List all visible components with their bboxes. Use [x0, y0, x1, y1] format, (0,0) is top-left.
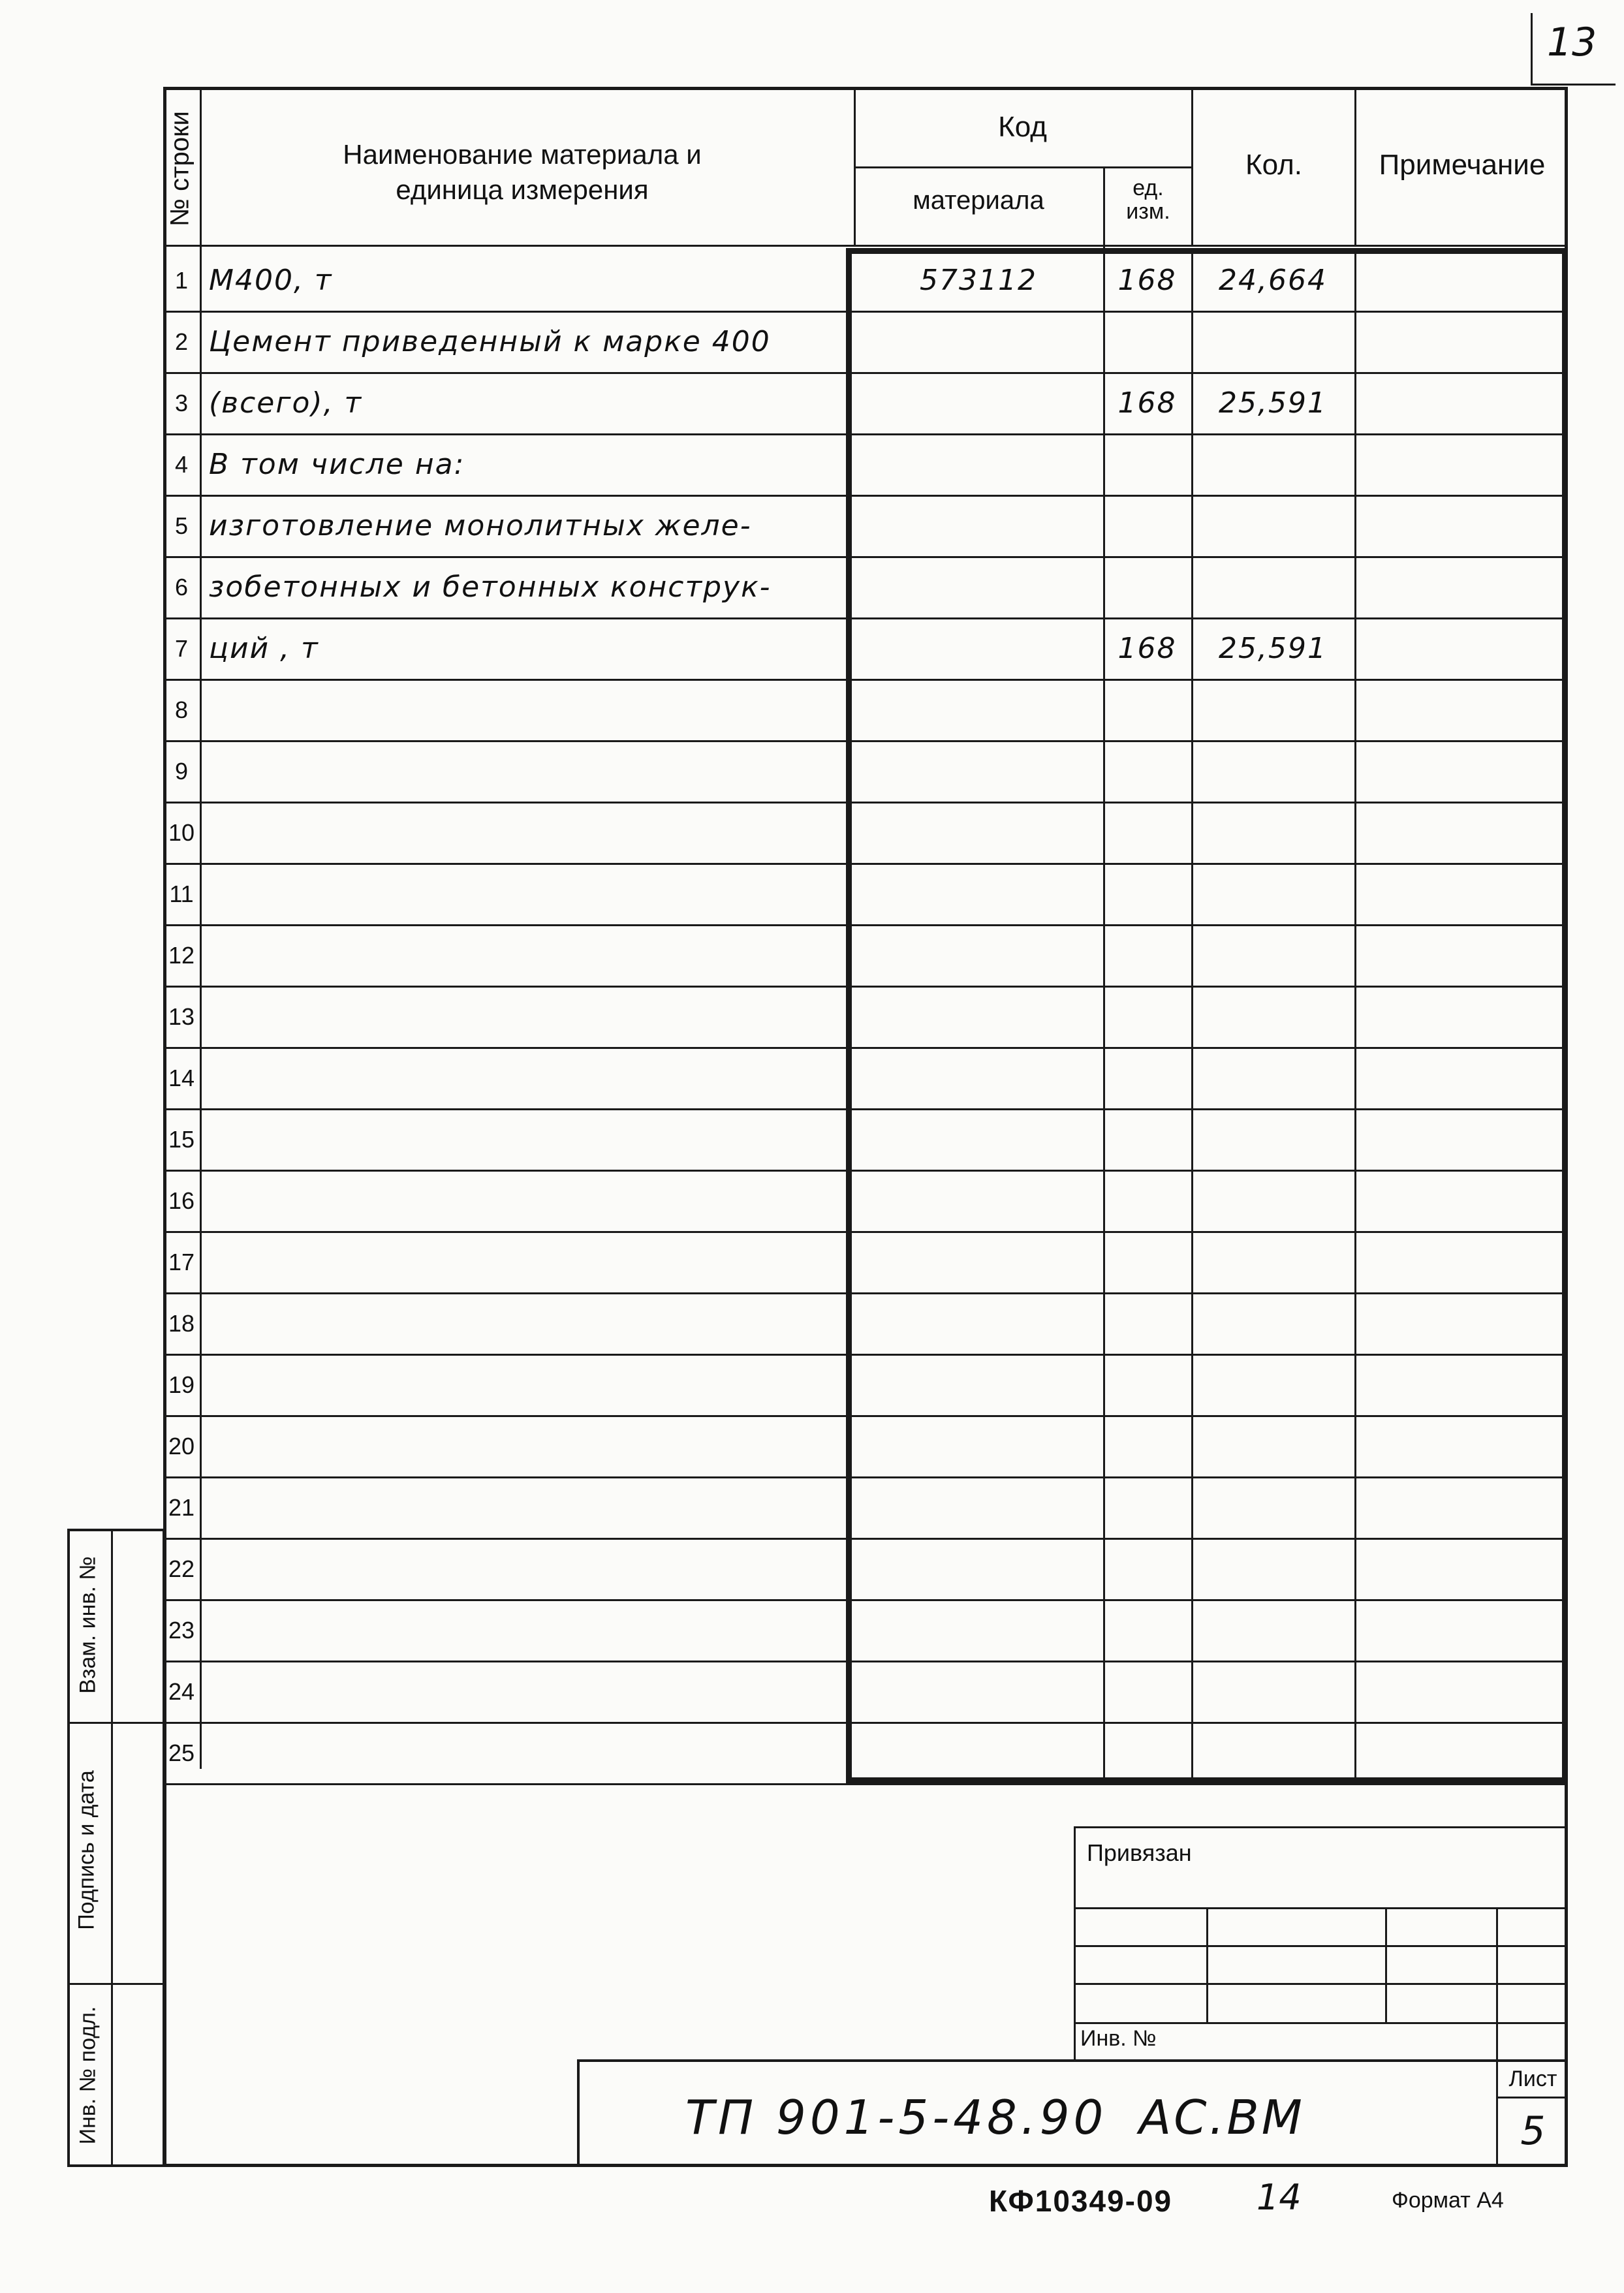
row-name	[209, 986, 849, 1048]
row-unit-code	[1103, 434, 1191, 495]
header-code-unit-2: изм.	[1126, 199, 1170, 224]
row-note	[1354, 986, 1567, 1048]
row-note	[1354, 1170, 1567, 1232]
table-row	[163, 1354, 1568, 1416]
row-name	[209, 1354, 849, 1416]
row-quantity	[1191, 1600, 1354, 1661]
row-name	[209, 679, 849, 741]
table-row	[163, 434, 1568, 495]
table-row	[163, 1477, 1568, 1538]
sheet-label: Лист	[1508, 2067, 1557, 2091]
row-number: 21	[168, 1494, 195, 1521]
table-row	[163, 1170, 1568, 1232]
header-code-underline	[854, 166, 1191, 168]
side-stamp-podpis: Подпись и дата	[74, 1770, 99, 1930]
header-code-unit	[1105, 176, 1191, 223]
row-number: 11	[169, 881, 194, 907]
row-note	[1354, 1232, 1567, 1293]
row-material-code	[854, 925, 1103, 986]
table-row	[163, 1661, 1568, 1723]
row-quantity	[1191, 1416, 1354, 1477]
row-number: 1	[174, 267, 189, 294]
row-unit-code	[1103, 679, 1191, 741]
page-number: 13	[1547, 20, 1597, 65]
row-unit-code	[1103, 1232, 1191, 1293]
row-name	[209, 802, 849, 864]
row-quantity	[1191, 495, 1354, 557]
row-unit-code	[1103, 802, 1191, 864]
table-row	[163, 250, 1568, 311]
row-material-code	[854, 802, 1103, 864]
privyazan-line1	[1074, 1907, 1568, 1909]
privyazan-line3	[1074, 1983, 1568, 1985]
row-number: 19	[168, 1371, 195, 1398]
row-quantity	[1191, 1477, 1354, 1538]
table-row	[163, 802, 1568, 864]
row-unit-code	[1103, 1293, 1191, 1354]
row-quantity	[1191, 864, 1354, 925]
row-name	[209, 1232, 849, 1293]
table-row	[163, 373, 1568, 434]
row-unit-code	[1103, 1170, 1191, 1232]
row-note	[1354, 925, 1567, 986]
page-number-corner-line-v	[1531, 13, 1533, 85]
row-name	[209, 1723, 849, 1784]
privyazan-col3	[1496, 1907, 1498, 2061]
row-name: зобетонных и бетонных конструк-	[209, 570, 772, 604]
row-number: 23	[168, 1617, 195, 1644]
row-number: 24	[168, 1678, 195, 1705]
table-row	[163, 1048, 1568, 1109]
row-number: 5	[174, 512, 189, 539]
row-note	[1354, 1416, 1567, 1477]
row-unit-code	[1103, 864, 1191, 925]
row-note	[1354, 864, 1567, 925]
row-unit-code	[1103, 495, 1191, 557]
row-note	[1354, 802, 1567, 864]
row-name	[209, 925, 849, 986]
row-material-code	[854, 741, 1103, 802]
row-quantity	[1191, 1538, 1354, 1600]
table-row	[163, 618, 1568, 679]
table-row	[163, 741, 1568, 802]
row-note	[1354, 1477, 1567, 1538]
table-row	[163, 1109, 1568, 1170]
row-note	[1354, 250, 1567, 311]
privyazan-label: Привязан	[1087, 1839, 1192, 1866]
row-number: 17	[168, 1249, 195, 1275]
row-number: 18	[168, 1310, 195, 1337]
row-name: В том числе на:	[209, 448, 465, 481]
row-note	[1354, 1538, 1567, 1600]
header-code-material: материала	[913, 186, 1044, 215]
row-material-code	[854, 618, 1103, 679]
row-material-code	[854, 1477, 1103, 1538]
row-quantity: 25,591	[1219, 632, 1327, 665]
privyazan-top-border	[1074, 1826, 1568, 1828]
row-number: 2	[174, 328, 189, 355]
row-material-code	[854, 1048, 1103, 1109]
header-name	[209, 137, 835, 208]
row-unit-code	[1103, 1354, 1191, 1416]
table-row	[163, 679, 1568, 741]
designation-suffix: АС.ВМ	[1139, 2090, 1305, 2145]
row-name: изготовление монолитных желе-	[209, 509, 752, 542]
row-number: 15	[168, 1126, 195, 1153]
header-note: Примечание	[1379, 149, 1546, 181]
table-row	[163, 557, 1568, 618]
row-material-code: 573112	[920, 264, 1037, 297]
row-unit-code	[1103, 1723, 1191, 1784]
header-code: Код	[998, 111, 1047, 143]
row-quantity	[1191, 1661, 1354, 1723]
row-number: 10	[168, 819, 195, 846]
row-material-code	[854, 311, 1103, 373]
row-material-code	[854, 864, 1103, 925]
row-quantity	[1191, 1048, 1354, 1109]
row-unit-code	[1103, 1538, 1191, 1600]
row-unit-code	[1103, 557, 1191, 618]
row-unit-code	[1103, 311, 1191, 373]
row-number: 13	[168, 1003, 195, 1030]
row-quantity	[1191, 1293, 1354, 1354]
row-quantity	[1191, 311, 1354, 373]
row-name: ций , т	[209, 632, 319, 665]
row-unit-code: 168	[1117, 264, 1177, 297]
row-quantity	[1191, 1354, 1354, 1416]
row-note	[1354, 1048, 1567, 1109]
header-name-line2: единица измерения	[396, 174, 649, 205]
header-bottom-line	[163, 245, 1568, 247]
row-quantity	[1191, 1109, 1354, 1170]
row-number: 25	[168, 1739, 195, 1766]
sheet-label-divider	[1496, 2097, 1568, 2098]
table-row	[163, 495, 1568, 557]
page-number-corner-line-h	[1531, 84, 1616, 86]
row-quantity	[1191, 925, 1354, 986]
row-name	[209, 1048, 849, 1109]
row-unit-code	[1103, 1477, 1191, 1538]
row-name	[209, 1109, 849, 1170]
row-number: 7	[174, 635, 189, 662]
row-name	[209, 1538, 849, 1600]
footer-num: 14	[1257, 2177, 1302, 2218]
privyazan-line2	[1074, 1945, 1568, 1947]
row-unit-code: 168	[1117, 632, 1177, 665]
row-material-code	[854, 679, 1103, 741]
row-quantity	[1191, 741, 1354, 802]
row-quantity	[1191, 1232, 1354, 1293]
row-material-code	[854, 434, 1103, 495]
row-material-code	[854, 1600, 1103, 1661]
table-row	[163, 864, 1568, 925]
row-note	[1354, 1723, 1567, 1784]
row-material-code	[854, 986, 1103, 1048]
row-note	[1354, 618, 1567, 679]
row-note	[1354, 741, 1567, 802]
privyazan-left-border	[1074, 1826, 1076, 2061]
row-name	[209, 1416, 849, 1477]
row-name: М400, т	[209, 264, 333, 297]
row-name	[209, 1293, 849, 1354]
row-number: 6	[174, 574, 189, 601]
header-row-number: № строки	[165, 111, 195, 226]
row-quantity	[1191, 1723, 1354, 1784]
row-unit-code	[1103, 1600, 1191, 1661]
row-note	[1354, 679, 1567, 741]
row-material-code	[854, 1170, 1103, 1232]
row-name	[209, 1661, 849, 1723]
row-quantity	[1191, 986, 1354, 1048]
row-note	[1354, 1293, 1567, 1354]
row-number: 9	[174, 758, 189, 785]
row-note	[1354, 1354, 1567, 1416]
row-quantity	[1191, 1170, 1354, 1232]
row-material-code	[854, 1354, 1103, 1416]
inv-no-label: Инв. №	[1080, 2026, 1157, 2051]
row-material-code	[854, 1293, 1103, 1354]
row-unit-code	[1103, 741, 1191, 802]
row-material-code	[854, 495, 1103, 557]
row-number: 22	[168, 1555, 195, 1582]
row-material-code	[854, 373, 1103, 434]
row-note	[1354, 373, 1567, 434]
footer-code: КФ10349-09	[989, 2184, 1173, 2218]
table-row	[163, 1723, 1568, 1784]
row-unit-code: 168	[1117, 386, 1177, 420]
table-row	[163, 1232, 1568, 1293]
row-note	[1354, 311, 1567, 373]
table-row	[163, 986, 1568, 1048]
row-material-code	[854, 1538, 1103, 1600]
privyazan-line4	[1074, 2022, 1568, 2024]
designation: ТП 901-5-48.90	[685, 2090, 1108, 2145]
row-note	[1354, 557, 1567, 618]
row-note	[1354, 1600, 1567, 1661]
sheet-value: 5	[1520, 2108, 1546, 2154]
row-quantity	[1191, 679, 1354, 741]
header-code-unit-1: ед.	[1132, 176, 1164, 200]
row-unit-code	[1103, 1661, 1191, 1723]
row-number: 4	[174, 451, 189, 478]
row-unit-code	[1103, 1416, 1191, 1477]
row-material-code	[854, 1723, 1103, 1784]
row-number: 8	[174, 696, 189, 723]
row-material-code	[854, 557, 1103, 618]
row-note	[1354, 1109, 1567, 1170]
privyazan-col1	[1206, 1907, 1208, 2022]
row-name	[209, 741, 849, 802]
row-note	[1354, 495, 1567, 557]
row-name	[209, 1170, 849, 1232]
row-note	[1354, 1661, 1567, 1723]
table-row	[163, 1538, 1568, 1600]
side-stamp-vzam: Взам. инв. №	[75, 1556, 101, 1694]
row-quantity: 25,591	[1219, 386, 1327, 420]
row-material-code	[854, 1661, 1103, 1723]
table-row	[163, 1600, 1568, 1661]
table-row	[163, 1293, 1568, 1354]
row-name	[209, 1477, 849, 1538]
row-note	[1354, 434, 1567, 495]
row-name	[209, 864, 849, 925]
row-name: (всего), т	[209, 386, 363, 420]
row-number: 16	[168, 1187, 195, 1214]
row-material-code	[854, 1416, 1103, 1477]
row-unit-code	[1103, 1048, 1191, 1109]
row-material-code	[854, 1232, 1103, 1293]
side-stamp-inv: Инв. № подл.	[75, 2006, 101, 2145]
row-number: 3	[174, 390, 189, 416]
row-number: 20	[168, 1433, 195, 1459]
footer-format: Формат А4	[1392, 2188, 1504, 2213]
row-unit-code	[1103, 925, 1191, 986]
row-quantity: 24,664	[1219, 264, 1327, 297]
row-number: 12	[168, 942, 195, 969]
row-quantity	[1191, 434, 1354, 495]
row-unit-code	[1103, 986, 1191, 1048]
row-name	[209, 1600, 849, 1661]
table-row	[163, 311, 1568, 373]
table-row	[163, 1416, 1568, 1477]
row-quantity	[1191, 557, 1354, 618]
header-qty: Кол.	[1245, 149, 1303, 181]
privyazan-col2	[1385, 1907, 1387, 2022]
header-name-line1: Наименование материала и	[343, 139, 702, 170]
row-material-code	[854, 1109, 1103, 1170]
side-stamp-divider	[111, 1529, 113, 2167]
row-number: 14	[168, 1065, 195, 1091]
row-quantity	[1191, 802, 1354, 864]
table-row	[163, 925, 1568, 986]
row-name: Цемент приведенный к марке 400	[209, 325, 771, 358]
row-unit-code	[1103, 1109, 1191, 1170]
